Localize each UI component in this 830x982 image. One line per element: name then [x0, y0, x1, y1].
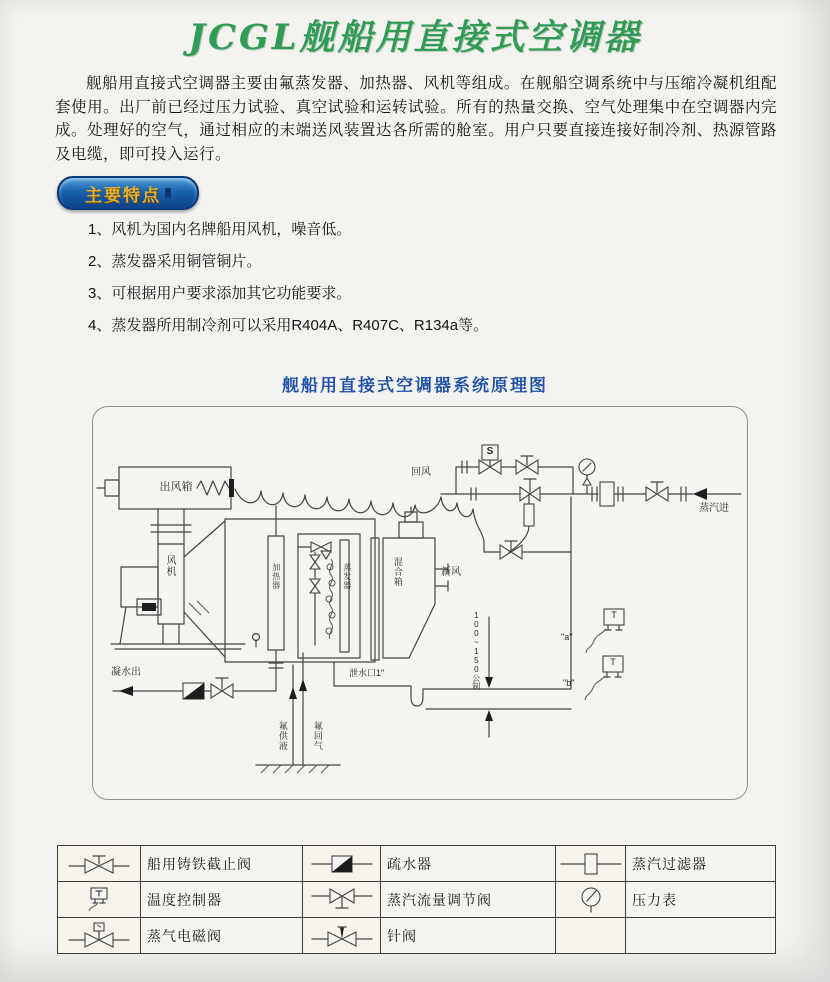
heater-label: 加热器 — [271, 563, 281, 590]
legend-symbol-cell — [556, 882, 626, 918]
legend-symbol-cell — [58, 846, 141, 882]
legend-label: 针阀 — [381, 918, 556, 954]
legend-label: 船用铸铁截止阀 — [141, 846, 303, 882]
legend-symbol-cell — [303, 882, 381, 918]
freon-supply-label: 氟供液 — [277, 721, 288, 751]
freon-return-label: 氟回气 — [312, 721, 323, 751]
pressure-gauge-icon — [559, 885, 623, 915]
legend-label: 蒸气电磁阀 — [141, 918, 303, 954]
steam-trap-icon — [310, 851, 374, 877]
condensate-out-label: 凝水出 — [111, 667, 141, 678]
legend-symbol-cell — [58, 882, 141, 918]
temperature-sensors-group — [585, 609, 624, 700]
system-schematic-diagram — [92, 406, 748, 800]
intro-paragraph: 舰船用直接式空调器主要由氟蒸发器、加热器、风机等组成。在舰船空调系统中与压缩冷凝机组配套使用。出厂前已经过压力试验、真空试验和运转试验。所有的热量交换、空气处理集中在空调器内完成。处理好的空气，通过相应的末端送风装置达各所需的舱室。用户只要直接连接好制冷剂、热源管路及电缆，即可投入运行。 — [55, 75, 777, 163]
air-handler-casing — [225, 519, 375, 662]
symbol-legend-table — [57, 845, 776, 954]
schematic-linework — [93, 407, 747, 799]
return-air-label: 回风 — [411, 467, 431, 478]
feature-item: 3、可根据用户要求添加其它功能要求。 — [88, 285, 352, 302]
features-list — [88, 214, 488, 342]
legend-label: 压力表 — [626, 882, 776, 918]
dimension-label: 100~150公制 — [471, 611, 481, 690]
legend-label: 蒸汽流量调节阀 — [381, 882, 556, 918]
legend-symbol-cell — [58, 918, 141, 954]
temp-sensor-t-letter: T — [611, 610, 617, 620]
steam-solenoid-valve-icon — [67, 921, 131, 951]
feature-item: 2、蒸发器采用铜管铜片。 — [88, 253, 262, 270]
steam-bypass-lower — [484, 494, 571, 559]
temperature-controller-icon — [67, 885, 131, 915]
fresh-air-label: 新风 — [441, 567, 461, 578]
features-badge-label: 主要特点 — [85, 185, 161, 205]
steam-in-label: 蒸汽进 — [699, 503, 729, 514]
temp-sensor-t-letter: T — [610, 657, 616, 667]
sensor-b-label: "b" — [563, 678, 575, 688]
needle-valve-icon — [310, 922, 374, 950]
badge-notch-decoration — [165, 188, 171, 198]
legend-label: 蒸汽过滤器 — [626, 846, 776, 882]
evaporator-label: 蒸发器 — [342, 563, 352, 590]
legend-label: 疏水器 — [381, 846, 556, 882]
legend-label-empty — [626, 918, 776, 954]
legend-row — [58, 846, 776, 882]
sensor-a-label: "a" — [561, 632, 573, 642]
page-title: JCGL舰船用直接式空调器 — [188, 17, 642, 58]
legend-label: 温度控制器 — [141, 882, 303, 918]
legend-row — [58, 882, 776, 918]
steam-bypass-upper — [456, 445, 573, 494]
fan-label: 风机 — [164, 555, 175, 577]
diagram-title: 舰船用直接式空调器系统原理图 — [282, 376, 548, 395]
legend-symbol-cell — [303, 918, 381, 954]
feature-item: 1、风机为国内名牌船用风机，噪音低。 — [88, 221, 352, 238]
drain-port-label: 泄水口1" — [349, 668, 385, 678]
feature-item: 4、蒸发器所用制冷剂可以采用R404A、R407C、R134a等。 — [88, 317, 489, 334]
solenoid-s-letter: S — [486, 446, 494, 457]
mixing-box-label: 混合箱 — [392, 557, 403, 587]
heater-coil — [268, 536, 284, 650]
legend-symbol-cell-empty — [556, 918, 626, 954]
steam-filter-icon — [559, 851, 623, 877]
legend-row — [58, 918, 776, 954]
mixing-box-group — [371, 507, 448, 660]
drain-group — [334, 552, 571, 737]
freon-pipes-group — [256, 653, 340, 773]
steam-flow-regulating-valve-icon — [310, 886, 374, 914]
marine-globe-valve-icon — [67, 851, 131, 877]
features-badge — [57, 176, 199, 210]
legend-symbol-cell — [556, 846, 626, 882]
legend-symbol-cell — [303, 846, 381, 882]
outlet-air-box-label: 出风箱 — [159, 481, 193, 493]
evaporator-group — [298, 534, 360, 658]
